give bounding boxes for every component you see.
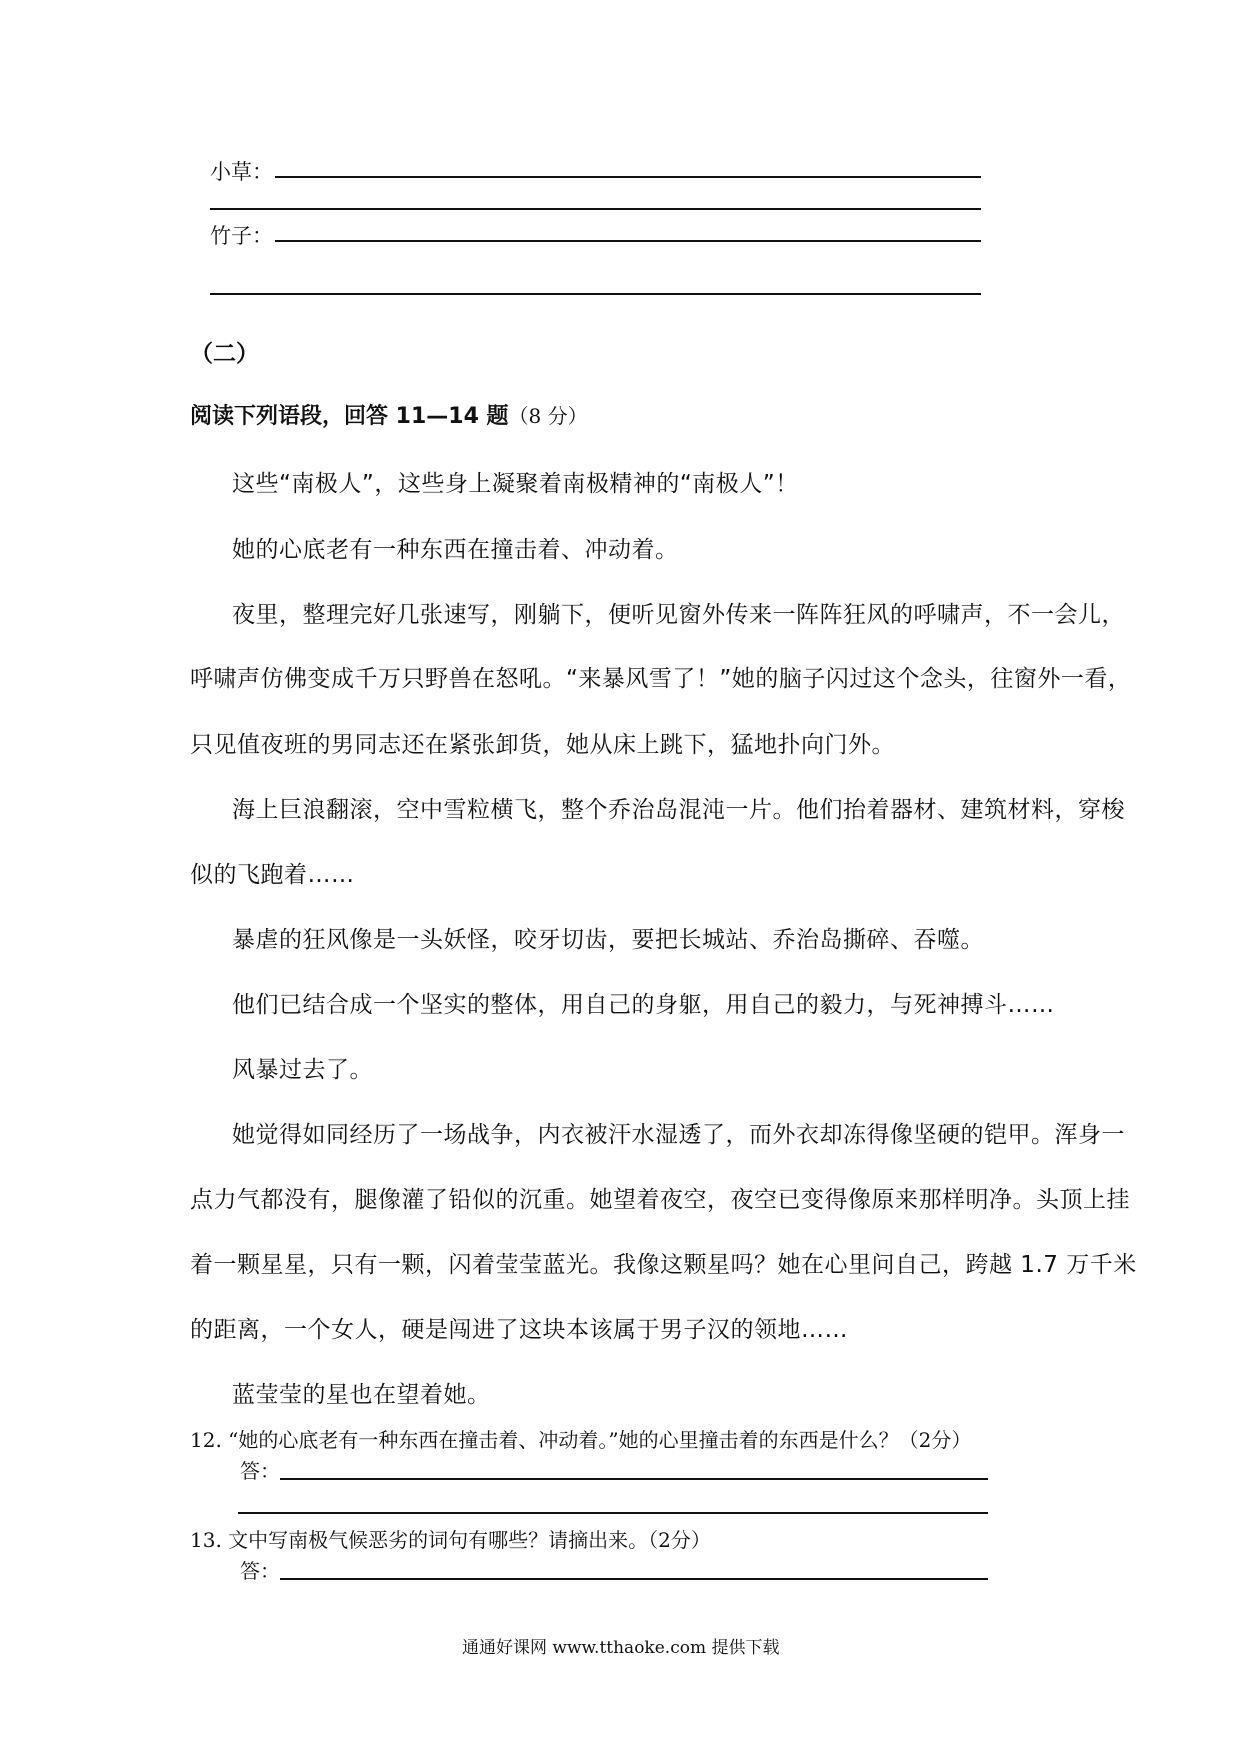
question-12: 12. “她的心底老有一种东西在撞击着、冲动着。”她的心里撞击着的东西是什么？（2分）: [190, 1428, 972, 1452]
instruction-score: （8 分）: [508, 404, 588, 428]
grass-answer-line[interactable]: [275, 176, 981, 178]
reading-instruction: [190, 399, 588, 430]
grass-answer-line-2[interactable]: [210, 208, 981, 210]
bamboo-answer-label: 竹子：: [210, 224, 273, 248]
passage-line: 她的心底老有一种东西在撞击着、冲动着。: [232, 537, 679, 563]
passage-line: 夜里，整理完好几张速写，刚躺下，便听见窗外传来一阵阵狂风的呼啸声，不一会儿，: [232, 602, 1125, 628]
passage-line: 蓝莹莹的星也在望着她。: [232, 1382, 491, 1408]
passage-line: 点力气都没有，腿像灌了铅似的沉重。她望着夜空，夜空已变得像原来那样明净。头顶上挂: [190, 1187, 1130, 1213]
grass-answer-label: 小草：: [210, 160, 273, 184]
bamboo-answer-line-2[interactable]: [210, 293, 981, 295]
passage-line: 他们已结合成一个坚实的整体，用自己的身躯，用自己的毅力，与死神搏斗……: [232, 992, 1055, 1018]
bamboo-answer-line[interactable]: [275, 240, 981, 242]
question-12-answer-label: 答：: [240, 1459, 280, 1483]
question-13-answer-label: 答：: [240, 1559, 280, 1583]
passage-line: 风暴过去了。: [232, 1057, 373, 1083]
passage-line: 暴虐的狂风像是一头妖怪，咬牙切齿，要把长城站、乔治岛撕碎、吞噬。: [232, 927, 984, 953]
question-12-answer-line-2[interactable]: [238, 1512, 988, 1514]
passage-line: 只见值夜班的男同志还在紧张卸货，她从床上跳下，猛地扑向门外。: [190, 732, 895, 758]
passage-line: 呼啸声仿佛变成千万只野兽在怒吼。“来暴风雪了！”她的脑子闪过这个念头，往窗外一看，: [190, 666, 1132, 692]
passage-line: 这些“南极人”，这些身上凝聚着南极精神的“南极人”！: [232, 471, 799, 497]
question-13: 13. 文中写南极气候恶劣的词句有哪些？请摘出来。（2分）: [190, 1528, 711, 1552]
passage-line: 她觉得如同经历了一场战争，内衣被汗水湿透了，而外衣却冻得像坚硬的铠甲。浑身一: [232, 1122, 1125, 1148]
instruction-text: 阅读下列语段，回答 11—14 题: [190, 404, 509, 429]
section-title: （二）: [190, 341, 259, 367]
passage-line: 的距离，一个女人，硬是闯进了这块本该属于男子汉的领地……: [190, 1317, 848, 1343]
passage-line: 着一颗星星，只有一颗，闪着莹莹蓝光。我像这颗星吗？她在心里问自己，跨越 1.7 万千米: [190, 1252, 1137, 1278]
passage-line: 似的飞跑着……: [190, 862, 355, 888]
passage-line: 海上巨浪翻滚，空中雪粒横飞，整个乔治岛混沌一片。他们抬着器材、建筑材料，穿梭: [232, 797, 1125, 823]
question-12-answer-line[interactable]: [280, 1478, 988, 1480]
question-13-answer-line[interactable]: [280, 1578, 988, 1580]
footer-credit: 通通好课网 www.tthaoke.com 提供下载: [462, 1638, 780, 1658]
